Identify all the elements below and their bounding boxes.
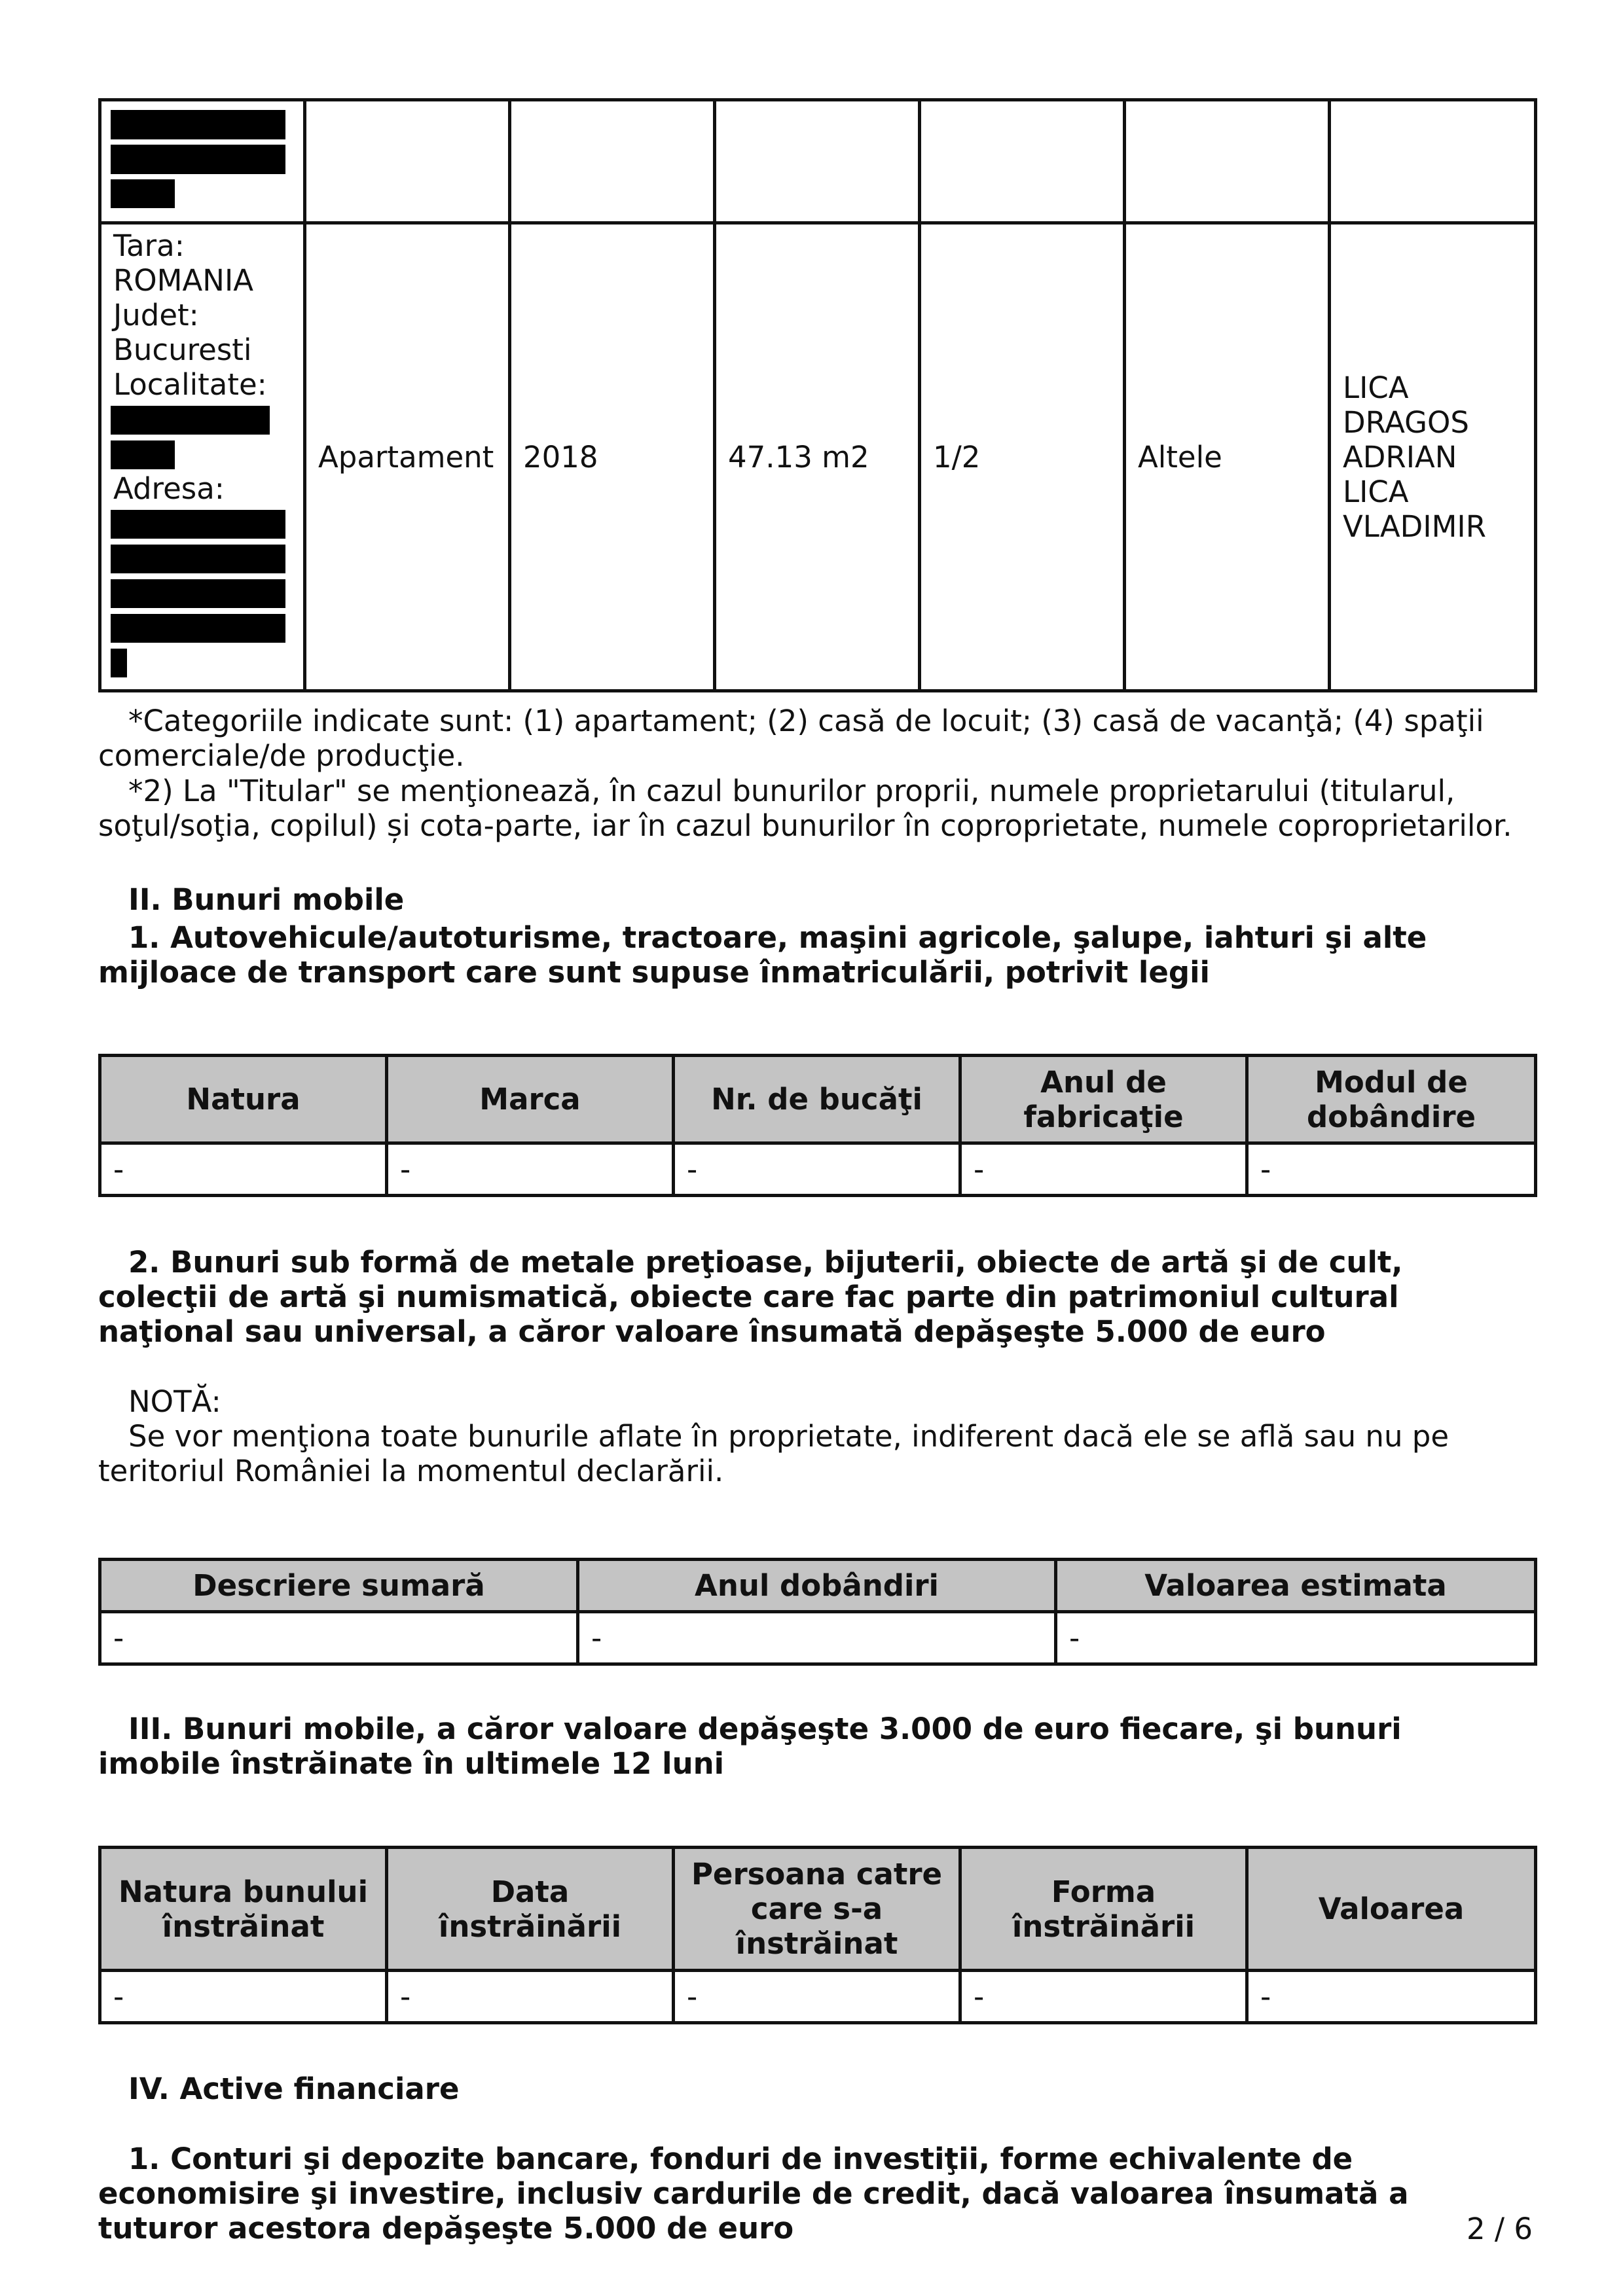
redaction-bar: [111, 145, 285, 174]
address-label: Adresa:: [113, 471, 225, 506]
location-line: Judet:: [113, 298, 199, 332]
area-cell: 47.13 m2: [715, 223, 920, 691]
table-cell: -: [100, 1143, 387, 1196]
table-header-row: [100, 1056, 1536, 1143]
owner-cell: LICA DRAGOS ADRIAN LICA VLADIMIR: [1330, 223, 1536, 691]
valuables-table: [98, 1558, 1537, 1666]
redaction-bar: [111, 649, 127, 677]
location-line: Localitate:: [113, 367, 267, 402]
column-header: Persoana catre care s-a înstrăinat: [674, 1848, 960, 1971]
year-cell: 2018: [510, 223, 715, 691]
table-cell: -: [578, 1612, 1056, 1664]
table-header-row: [100, 1560, 1536, 1612]
column-header: Forma înstrăinării: [960, 1848, 1247, 1971]
column-header: Anul de fabricaţie: [960, 1056, 1247, 1143]
section-title: II. Bunuri mobile: [128, 882, 405, 917]
column-header: Anul dobândiri: [578, 1560, 1056, 1612]
table-header-row: [100, 1848, 1536, 1971]
footnote-titular: *2) La "Titular" se menţionează, în cazul bunurilor proprii, numele proprietarului (titularul, soţul/soţia, copilul) și cota-parte, iar în cazul bunurilor în coproprietate, numele coproprietarilor.: [98, 774, 1512, 843]
table-row: [100, 223, 1536, 691]
section-title: IV. Active financiare: [128, 2072, 460, 2106]
redaction-bar: [111, 110, 285, 139]
page-number: 2 / 6: [1466, 2212, 1533, 2246]
table-row: [100, 100, 1536, 223]
column-header: Natura bunului înstrăinat: [100, 1848, 387, 1971]
location-line: Tara:: [113, 228, 185, 263]
column-header: Natura: [100, 1056, 387, 1143]
acquisition-cell: Altele: [1125, 223, 1330, 691]
table-row: [100, 1971, 1536, 2023]
category-cell: Apartament: [305, 223, 510, 691]
column-header: Modul de dobândire: [1247, 1056, 1536, 1143]
section-title: III. Bunuri mobile, a căror valoare depăşeşte 3.000 de euro fiecare, şi bunuri imobile înstrăinate în ultimele 12 luni: [98, 1712, 1402, 1781]
table-cell: -: [674, 1971, 960, 2023]
column-header: Marca: [387, 1056, 674, 1143]
redaction-bar: [111, 406, 270, 435]
table-cell: -: [674, 1143, 960, 1196]
table-row: [100, 1143, 1536, 1196]
column-header: Nr. de bucăţi: [674, 1056, 960, 1143]
column-header: Descriere sumară: [100, 1560, 578, 1612]
section-subtitle: 1. Conturi şi depozite bancare, fonduri de investiţii, forme echivalente de economisire şi investire, inclusiv cardurile de credit, dacă valoarea însumată a tuturor acestora depăşeşte 5.000 de euro: [98, 2142, 1409, 2246]
table-cell: -: [1247, 1143, 1536, 1196]
location-line: ROMANIA: [113, 263, 254, 298]
table-cell: -: [960, 1971, 1247, 2023]
redaction-bar: [111, 179, 175, 208]
table-row: [100, 1612, 1536, 1664]
section-subtitle: 1. Autovehicule/autoturisme, tractoare, maşini agricole, şalupe, iahturi şi alte mijloace de transport care sunt supuse înmatriculării, potrivit legii: [98, 920, 1427, 990]
table-cell: -: [1056, 1612, 1536, 1664]
alienated-assets-table: [98, 1846, 1537, 2024]
nota-text: Se vor menţiona toate bunurile aflate în proprietate, indiferent dacă ele se află sau nu pe teritoriul României la momentul declarării.: [98, 1419, 1450, 1488]
redaction-bar: [111, 440, 175, 469]
redaction-bar: [111, 510, 285, 539]
column-header: Data înstrăinării: [387, 1848, 674, 1971]
table-cell: -: [1247, 1971, 1536, 2023]
share-cell: 1/2: [920, 223, 1125, 691]
redaction-bar: [111, 614, 285, 643]
column-header: Valoarea estimata: [1056, 1560, 1536, 1612]
footnote-categories: *Categoriile indicate sunt: (1) apartament; (2) casă de locuit; (3) casă de vacanţă; (4) spaţii comerciale/de producţie.: [98, 704, 1484, 773]
column-header: Valoarea: [1247, 1848, 1536, 1971]
redaction-bar: [111, 579, 285, 608]
table-cell: -: [100, 1612, 578, 1664]
redaction-bar: [111, 545, 285, 573]
table-cell: -: [100, 1971, 387, 2023]
location-line: Bucuresti: [113, 332, 252, 367]
table-cell: -: [960, 1143, 1247, 1196]
property-table: [98, 98, 1537, 692]
section-subtitle: 2. Bunuri sub formă de metale preţioase, bijuterii, obiecte de artă şi de cult, colecţii de artă şi numismatică, obiecte care fac parte din patrimoniul cultural naţional sau universal, a căror valoare însumată depăşeşte 5.000 de euro: [98, 1245, 1403, 1349]
nota-label: NOTĂ:: [128, 1384, 221, 1419]
table-cell: -: [387, 1971, 674, 2023]
table-cell: -: [387, 1143, 674, 1196]
vehicles-table: [98, 1054, 1537, 1197]
